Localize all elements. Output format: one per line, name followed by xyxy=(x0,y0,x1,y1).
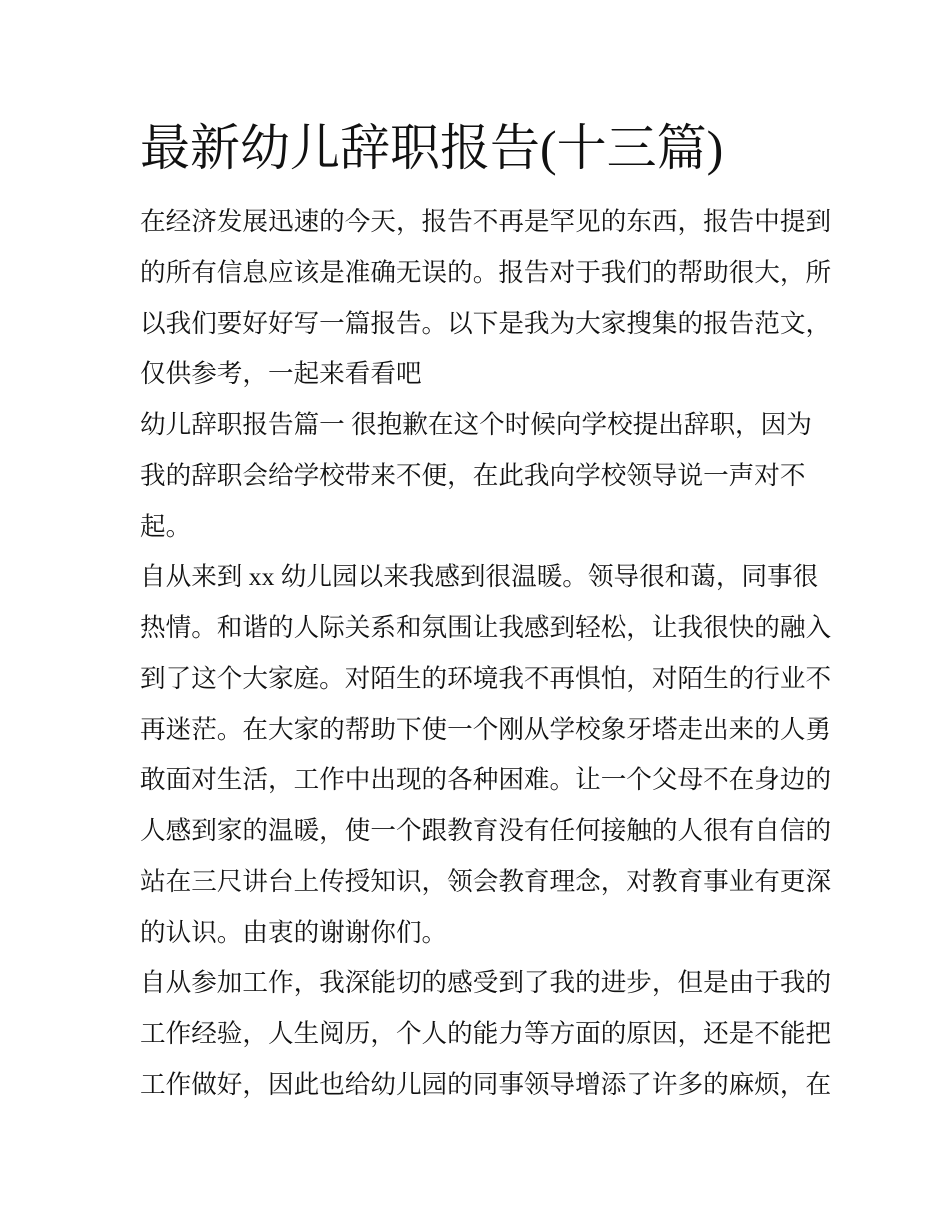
document-body xyxy=(140,197,832,1111)
text-line: 敢面对生活，工作中出现的各种困难。让一个父母不在身边的 xyxy=(140,765,832,795)
text-line: 工作做好，因此也给幼儿园的同事领导增添了许多的麻烦，在 xyxy=(140,1069,832,1099)
text-line: 的认识。由衷的谢谢你们。 xyxy=(140,917,448,947)
text-line: 我的辞职会给学校带来不便，在此我向学校领导说一声对不 xyxy=(140,460,806,490)
text-line: 自从参加工作，我深能切的感受到了我的进步，但是由于我的 xyxy=(140,968,832,998)
paragraph xyxy=(140,400,820,552)
text-line: 到了这个大家庭。对陌生的环境我不再惧怕，对陌生的行业不 xyxy=(140,663,832,693)
text-line: 自从来到 xx 幼儿园以来我感到很温暖。领导很和蔼，同事很 xyxy=(140,562,819,592)
paragraph xyxy=(140,197,832,400)
text-line: 工作经验，人生阅历，个人的能力等方面的原因，还是不能把 xyxy=(140,1019,832,1048)
text-line: 站在三尺讲台上传授知识，领会教育理念，对教育事业有更深 xyxy=(140,866,832,896)
paragraph xyxy=(140,552,832,958)
text-line: 人感到家的温暖，使一个跟教育没有任何接触的人很有自信的 xyxy=(140,816,832,845)
text-line: 以我们要好好写一篇报告。以下是我为大家搜集的报告范文， xyxy=(140,308,832,338)
paragraph xyxy=(140,958,832,1110)
document-title: 最新幼儿辞职报告(十三篇) xyxy=(140,120,724,176)
text-line: 再迷茫。在大家的帮助下使一个刚从学校象牙塔走出来的人勇 xyxy=(140,714,832,744)
text-line: 的所有信息应该是准确无误的。报告对于我们的帮助很大，所 xyxy=(140,257,832,287)
text-line: 幼儿辞职报告篇一 很抱歉在这个时候向学校提出辞职，因为 xyxy=(140,410,812,439)
text-line: 热情。和谐的人际关系和氛围让我感到轻松，让我很快的融入 xyxy=(140,613,832,642)
text-line: 起。 xyxy=(140,511,192,541)
text-line: 仅供参考，一起来看看吧 xyxy=(140,359,422,389)
text-line: 在经济发展迅速的今天，报告不再是罕见的东西，报告中提到 xyxy=(140,207,832,236)
